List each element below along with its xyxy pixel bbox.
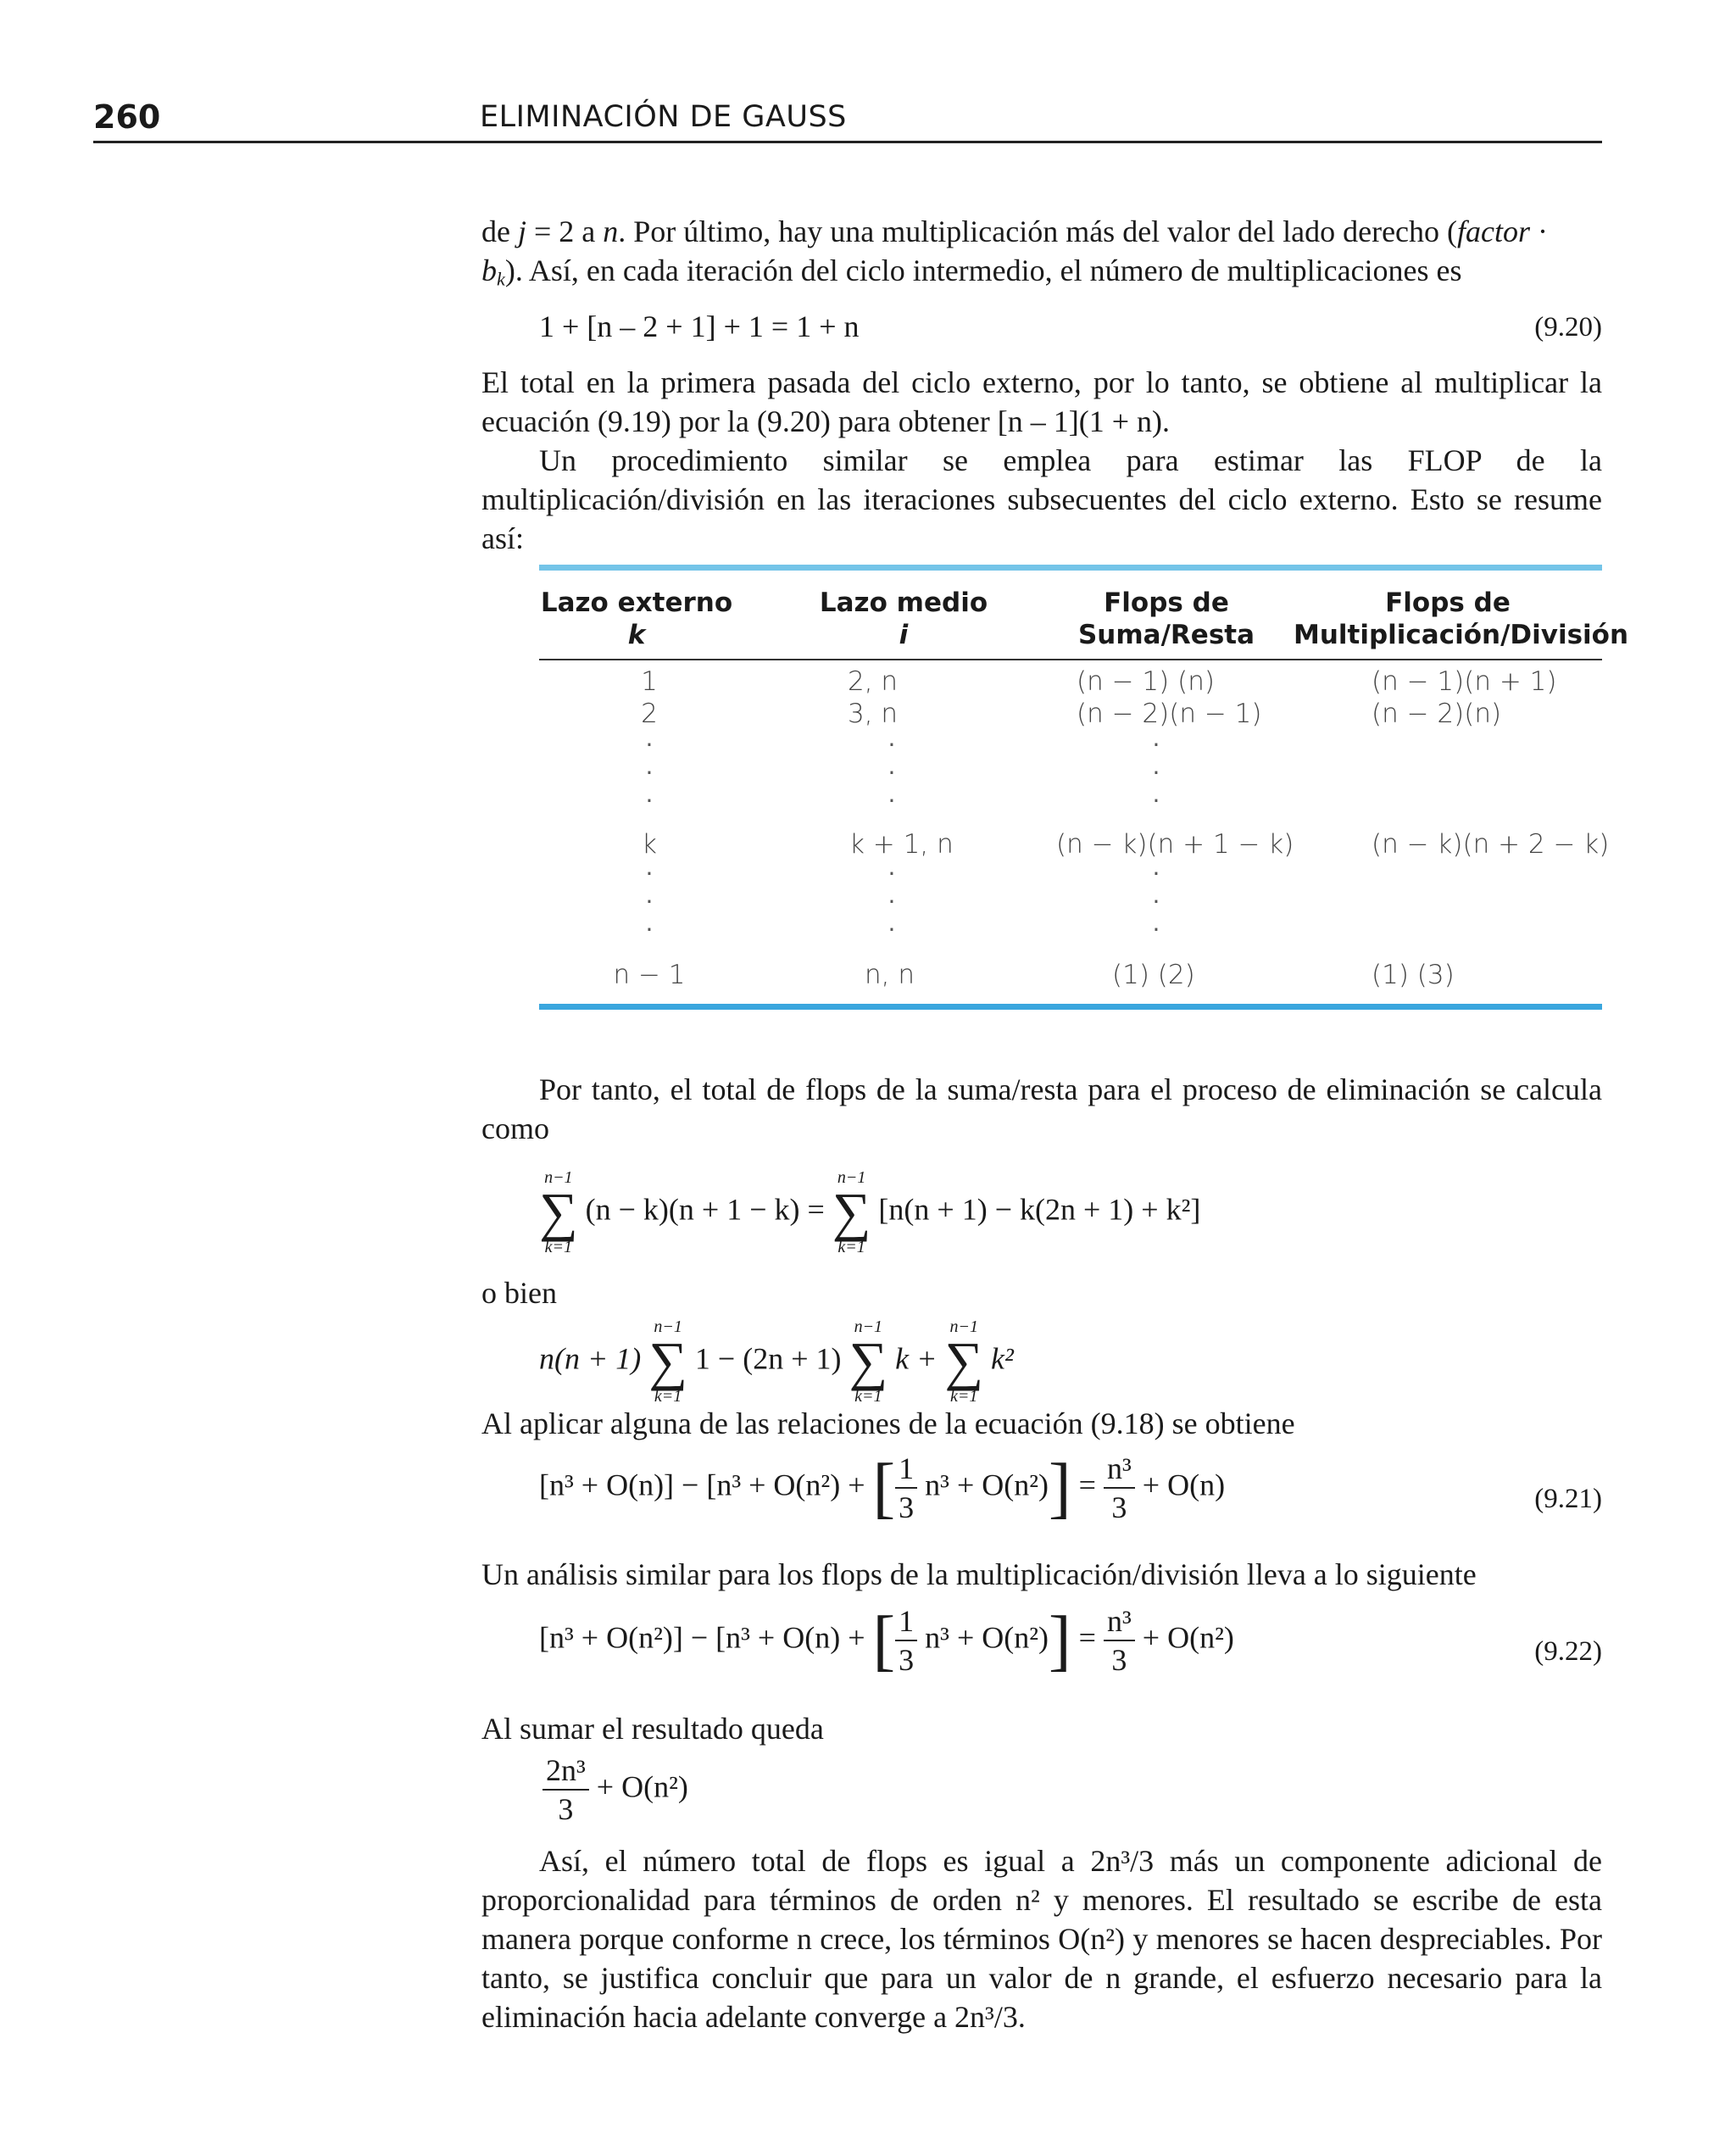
ellipsis-dots: . . . [1152,724,1160,808]
o-bien-text: o bien [481,1276,557,1310]
equation-o-bien: n(n + 1) n−1 ∑ k=1 1 − (2n + 1) n−1 ∑ k=1 k + n−1 ∑ k=1 k² [539,1317,1014,1406]
running-head: ELIMINACIÓN DE GAUSS [480,100,847,134]
table-cell: (n − k)(n + 1 − k) [1056,829,1294,860]
equation-sum-add-sub: n−1 ∑ k=1 (n − k)(n + 1 − k) = n−1 ∑ k=1 [n(n + 1) − k(2n + 1) + k²] [539,1168,1201,1256]
table-cell: 1 [641,666,658,697]
table-bottom-rule [539,1004,1602,1010]
table-cell: n, n [865,960,915,990]
equation-9-20: 1 + [n – 2 + 1] + 1 = 1 + n [539,309,860,343]
ellipsis-dots: . . . [1152,853,1160,937]
paragraph-8: Así, el número total de flops es igual a 2n³/3 más un componente adicional de proporcionalidad para términos de orden n² y menores. El resultado se escribe de esta manera porque conforme n crece, los términos O(n²) y menores se hacen despreciables. Por tanto, se justifica concluir que para un valor de n grande, el esfuerzo necesario para la eliminación hacia adelante converge a 2n³/3. [481,1844,1602,2034]
paragraph-1-line-2: $b_k$). Así, en cada iteración del ciclo intermedio, el número de multiplicaciones es [481,253,1462,290]
ellipsis-dots: . . . [887,724,896,808]
table-cell: (1) (3) [1372,960,1455,990]
equation-number-9-20: (9.20) [1534,312,1602,343]
page-header [93,95,1602,143]
table-cell: k [642,829,657,860]
header-outer-loop: Lazo externo k [540,588,733,650]
table-top-rule [539,565,1602,571]
table-cell: (1) (2) [1112,960,1195,990]
ellipsis-dots: . . . [887,853,896,937]
paragraph-2: El total en la primera pasada del ciclo externo, por lo tanto, se obtiene al multiplicar la ecuación (9.19) por la (9.20) para obtener [n – 1](1 + n). [481,365,1602,438]
paragraph-5: Al aplicar alguna de las relaciones de la ecuación (9.18) se obtiene [481,1406,1295,1440]
paragraph-7: Al sumar el resultado queda [481,1712,824,1746]
equation-9-21: [n³ + O(n)] − [n³ + O(n²) + [ $\frac{1}{3}$ n³ + O(n²)] = $\frac{\text{n³}}{3}$ + O(n) [539,1451,1226,1525]
paragraph-3: Un procedimiento similar se emplea para estimar las FLOP de la multiplicación/división en las iteraciones subsecuentes del ciclo externo. Esto se resume así: [481,443,1602,555]
header-add-sub-flops: Flops de Suma/Resta [1077,588,1255,650]
header-middle-loop: Lazo medio i [819,588,988,650]
table-header-rule [539,659,1602,660]
equation-number-9-21: (9.21) [1534,1484,1602,1514]
ellipsis-dots: . . . [645,724,654,808]
table-cell: (n − 1) (n) [1077,666,1215,697]
paragraph-1-line-1: de j = 2 a n. Por último, hay una multiplicación más del valor del lado derecho (factor · [481,214,1549,248]
table-cell: n − 1 [613,960,686,990]
table-cell: (n − 1)(n + 1) [1372,666,1557,697]
header-mul-div-flops: Flops de Multiplicación/División [1294,588,1629,650]
table-cell: (n − 2)(n) [1372,699,1502,729]
flops-table [539,565,1629,1011]
table-cell: (n − 2)(n − 1) [1077,699,1262,729]
table-cell: 2 [641,699,658,729]
equation-result: $\frac{\text{2n³}}{3}$ + O(n²) [542,1752,688,1828]
ellipsis-dots: . . . [645,853,654,937]
table-cell: (n − k)(n + 2 − k) [1372,829,1610,860]
paragraph-6: Un análisis similar para los flops de la multiplicación/división lleva a lo siguiente [481,1557,1477,1591]
table-cell: k + 1, n [849,829,954,860]
equation-9-22: [n³ + O(n²)] − [n³ + O(n) + [ $\frac{1}{3}$ n³ + O(n²)] = $\frac{\text{n³}}{3}$ + O(n²) [539,1603,1234,1678]
table-cell: 2, n [848,666,899,697]
equation-number-9-22: (9.22) [1534,1636,1602,1667]
page-number: 260 [93,98,161,136]
table-cell: 3, n [848,699,899,729]
paragraph-4: Por tanto, el total de flops de la suma/resta para el proceso de eliminación se calcula como [481,1072,1602,1145]
